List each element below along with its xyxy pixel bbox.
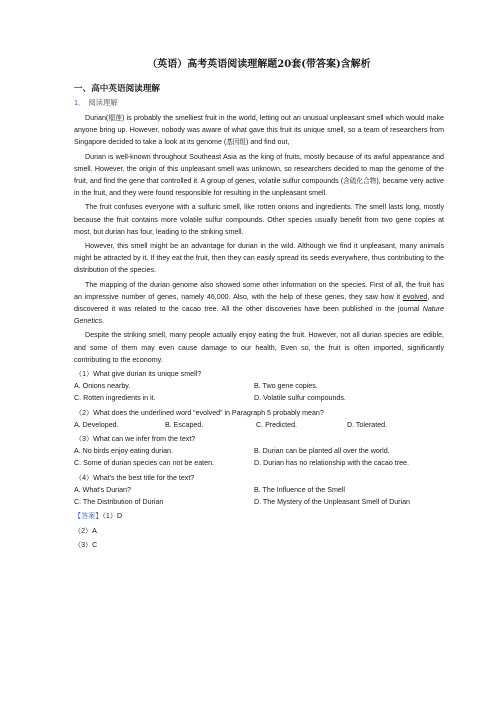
subsection-heading — [74, 97, 444, 109]
paragraph-5-text-b: , and discovered it was related to the cacao tree. All the other discoveries have been published in the journal — [74, 292, 444, 314]
question-2-option-a: A. Developed. — [74, 420, 119, 429]
question-2-stem: （2）What does the underlined word “evolved” in Paragraph 5 probably mean? — [75, 408, 324, 417]
question-3-stem: （3）What can we infer from the text? — [75, 435, 196, 444]
journal-name: Nature Genetics — [74, 305, 444, 326]
question-4-option-c: C. The Distribution of Durian — [74, 498, 164, 507]
paragraph-6: Despite the striking smell, many people actually enjoy eating the fruit. However, not all durian species are edible, and some of them may even cause damage to our health, Even so, the fruit is often imported, significantly contributing to the economy. — [74, 331, 444, 364]
paragraph-1-text-c: ) and find out, — [246, 138, 290, 147]
answer-2: （2）A — [74, 526, 97, 535]
paragraph-5-text-a: The mapping of the durian genome also showed some other information on the species. First of all, the fruit has an impressive number of genes, namely 46,000. Also, with the help of these genes, they saw how it — [74, 280, 444, 301]
section-heading: 一、高中英语阅读理解 — [74, 84, 160, 94]
subsection-label: 阅读理解 — [88, 98, 118, 107]
answer-1: （1）D — [102, 512, 123, 521]
question-4-option-a: A. What's Durian? — [74, 485, 131, 494]
question-4-option-d: D. The Mystery of the Unpleasant Smell of Durian — [254, 498, 411, 507]
answer-line-1 — [74, 510, 444, 522]
paragraph-2 — [74, 151, 444, 200]
question-3-option-a: A. No birds enjoy eating durian. — [74, 447, 173, 456]
paragraph-1-gloss-1: 榴莲 — [108, 114, 123, 122]
paragraph-3: The fruit confuses everyone with a sulfuric smell, like rotten onions and ingredients. The smell lasts long, mostly because the fruit contains more volatile sulfur compounds. Other species usually benefit from two gene copies at most, but durian has four, leading to the striking smell. — [74, 203, 444, 236]
paragraph-1 — [74, 112, 444, 149]
question-1-stem: （1）What give durian its unique smell? — [75, 370, 202, 379]
paragraph-2-text-b: ), became very active in the fruit, and they were found responsible for resulting in the unpleasant smell. — [74, 177, 445, 198]
paragraph-5-text-c: . — [102, 317, 104, 326]
answer-tag: 【答案】 — [74, 512, 103, 521]
paragraph-1-gloss-2: 基因组 — [226, 138, 246, 147]
question-1-option-a: A. Onions nearby. — [74, 382, 131, 391]
question-1-option-c: C. Rotten ingredients in it. — [74, 394, 156, 403]
paragraph-1-text-b: ) is probably the smelliest fruit in the world, letting out an unusual unpleasant smell which would make anyone bring up. However, nobody was aware of what gave this fruit its unique smell, so a team of researchers from Singapore decided to take a look at its genome ( — [74, 114, 444, 147]
question-3-options-row-1 — [74, 445, 444, 457]
question-2-option-b: B. Escaped. — [165, 420, 204, 429]
question-1-options-row-1 — [74, 380, 444, 392]
question-1-option-b: B. Two gene copies. — [254, 382, 318, 391]
question-4-options-row-2 — [74, 496, 444, 508]
page-title: （英语）高考英语阅读理解题20套(带答案)含解析 — [147, 59, 371, 70]
question-1-options-row-2 — [74, 392, 444, 404]
question-3-option-b: B. Durian can be planted all over the world. — [254, 447, 390, 456]
paragraph-2-gloss: 含硫化合物 — [343, 177, 377, 186]
paragraph-2-text-a: Durian is well-known throughout Southeast Asia as the king of fruits, mostly because of its awful appearance and smell. However, the origin of this unpleasant smell was unknown, so researchers decided to map the genome of the fruit, and find the gene that controlled it. A group of genes, volatile sulfur compounds ( — [74, 152, 444, 186]
question-1-option-d: D. Volatile sulfur compounds. — [254, 394, 346, 403]
question-2-options-row — [74, 419, 444, 431]
question-2-option-c: C. Predicted. — [256, 420, 298, 429]
question-3-option-d: D. Durian has no relationship with the cacao tree. — [254, 459, 409, 468]
question-4-options-row-1 — [74, 484, 444, 496]
underlined-word: evolved — [402, 292, 428, 301]
question-3-option-c: C. Some of durian species can not be eaten. — [74, 459, 214, 468]
paragraph-4: However, this smell might be an advantage for durian in the wild. Although we find it unpleasant, many animals might be attracted by it. If they eat the fruit, then they can easily spread its seeds everywhere, thus contributing to the distribution of the species. — [74, 242, 444, 275]
paragraph-1-text-a: Durian( — [85, 114, 109, 122]
question-2-option-d: D. Tolerated. — [347, 420, 388, 429]
subsection-number: 1． — [74, 98, 86, 107]
question-3-options-row-2 — [74, 457, 444, 469]
paragraph-5 — [74, 279, 444, 328]
question-4-stem: （4）What's the best title for the text? — [75, 473, 195, 482]
question-4-option-b: B. The Influence of the Smell — [254, 485, 345, 494]
answer-3: （3）C — [74, 540, 98, 549]
